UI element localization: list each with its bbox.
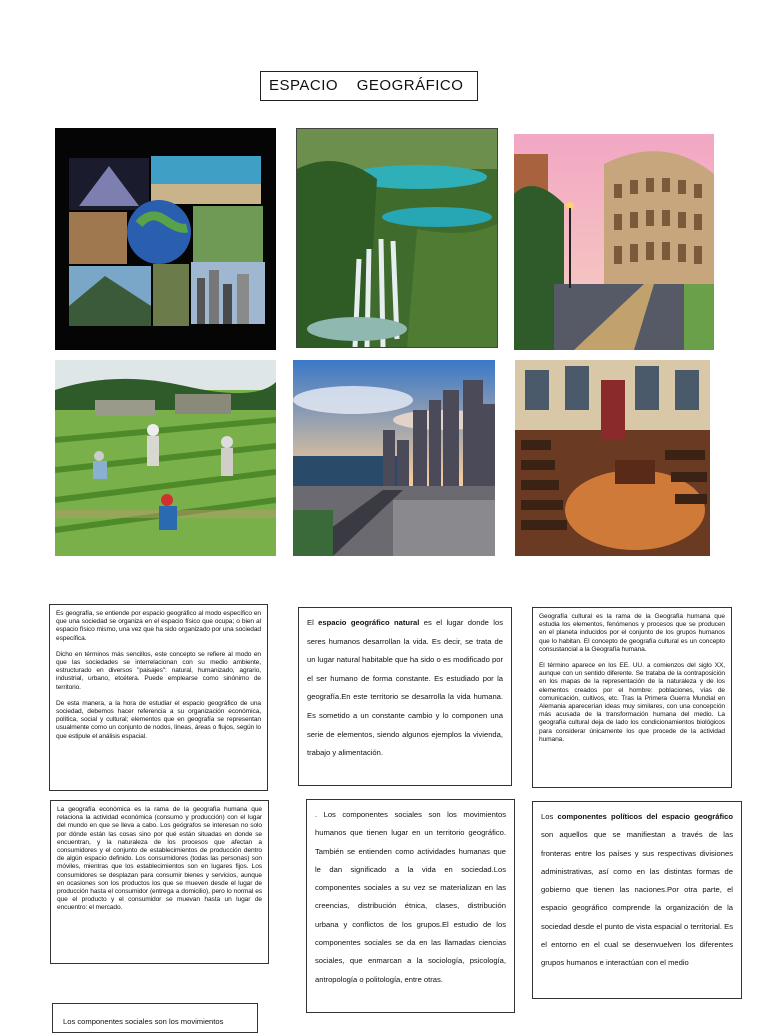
city-skyline-photo xyxy=(293,360,495,556)
congress-hall-photo xyxy=(515,360,710,556)
geografia-paragraph-1: Es geografía, se entiende por espacio geográfico al modo específico en que una sociedad se organiza en el espacio físico que ocupa; o bien al espacio físico mismo, una vez que ha sido organizado por una sociedad específica. xyxy=(56,610,261,642)
political-components-paragraph xyxy=(541,808,733,973)
cultural-paragraph-2: El término aparece en los EE. UU. a comienzos del siglo XX, aunque con un sentido diferente. Se trataba de la contraposición en los mapas de la representación de la naturaleza y de los elementos creados por el hombre: poblaciones, vías de comunicación, cultivos, etc. Tras la Primera Guerra Mundial en Alemania aparecerían ideas muy similares, con una concepción más acusada de la transformación humana del medio. La geografía cultural deja de lado los condicionamientos biológicos para considerar únicamente los que procede de la actividad humana. xyxy=(539,662,725,743)
natural-space-pre: El xyxy=(307,618,319,627)
social-components-cut-text: Los componentes sociales son los movimientos xyxy=(63,1017,224,1026)
geografia-paragraph-3: De esta manera, a la hora de estudiar el espacio geográfico de una sociedad, debemos hacer referencia a su organización económica, política, social y cultural; elementos que en geografía se representan usualmente como un conjunto de nodos, líneas, áreas o flujos, según lo que estipule el análisis espacial. xyxy=(56,699,261,740)
geografia-paragraph-2: Dicho en términos más sencillos, este concepto se refiere al modo en que las sociedades se interrelacionan con su medio ambiente, estructurado en diversos "paisajes": natural, humanizado, agrario, industrial, urbano, etcétera. Puede emplearse como sinónimo de territorio. xyxy=(56,650,261,691)
waterfall-photo xyxy=(296,128,498,348)
waterfall-image-icon xyxy=(297,129,497,347)
political-pre: Los xyxy=(541,812,558,821)
farm-image-icon xyxy=(55,360,276,556)
social-components-cut-text-box xyxy=(52,1003,258,1033)
cultural-paragraph-1: Geografía cultural es la rama de la Geografía humana que estudia los elementos, fenómenos y procesos que se producen en el planeta inducidos por el conjunto de los grupos humanos que lo habitan. El concepto de geografía cultural es un concepto consustancial a la Geografía humana. xyxy=(539,613,725,653)
geografia-text-box xyxy=(49,604,268,791)
natural-space-text-box xyxy=(298,607,512,786)
social-components-paragraph: . Los componentes sociales son los movimientos humanos que tienen lugar en un territorio geográfico. También se entienden como actividades humanas que le dan significado a la vida en sociedad.Los componentes sociales a su vez se materializan en las creencias, distribución étnica, clases, distribución urbana y conflictos de los grupos.El estudio de los componentes sociales se da en las llamadas ciencias sociales, que enmarcan a la sociología, psicología, antropología o politología, entre otras. xyxy=(315,810,506,984)
congress-image-icon xyxy=(515,360,710,556)
colosseum-image-icon xyxy=(514,134,714,350)
social-components-text-box xyxy=(306,799,515,1013)
economic-paragraph: La geografía económica es la rama de la geografía humana que relaciona la actividad económica (consumo y producción) con el lugar del mundo en que se lleva a cabo. Los geógrafos se interesan no solo por dónde están las cosas sino por qué están situadas en donde se encuentran, y la naturaleza de los procesos que afectan a consumidores y el conjunto de establecimientos de producción dentro de algún espacio definido. Los consumidores (todas las personas) son móviles, mientras que los establecimientos son en lugares fijos. Los consumidores se desplazan para consumir bienes y servicios, aunque en ocasiones son los productos los que se mueven desde el lugar de producción hasta el consumidor (entrega a domicilio), pero lo normal es que el producto y el consumidor se muevan hasta un lugar de encuentro: el mercado. xyxy=(57,806,262,912)
cultural-geography-text-box xyxy=(532,607,732,788)
collage-photo xyxy=(55,128,276,350)
political-components-text-box xyxy=(532,801,742,999)
collage-image-icon xyxy=(55,128,276,350)
colosseum-photo xyxy=(514,134,714,350)
natural-space-paragraph xyxy=(307,614,503,763)
political-post: son aquellos que se manifiestan a través de las fronteras entre los países y sus respectivas divisiones administrativas, así como en las distintas formas de gobierno que tienen las naciones.Por otra parte, el espacio geográfico comprende la organización de la sociedad desde el punto de vista espacial o territorial. Es el entorno en el cual se desenvuelven los diferentes grupos humanos e interactúan con el medio xyxy=(541,830,733,968)
economic-geography-text-box xyxy=(50,800,269,964)
natural-space-bold: espacio geográfico natural xyxy=(318,618,420,627)
page-title: ESPACIO GEOGRÁFICO xyxy=(260,71,478,101)
city-image-icon xyxy=(293,360,495,556)
farm-field-photo xyxy=(55,360,276,556)
political-bold: componentes políticos del espacio geográfico xyxy=(557,812,733,821)
natural-space-post: es el lugar donde los seres humanos desarrollan la vida. Es decir, se trata de un lugar natural habitable que ha sido o es modificado por el ser humano de forma constante. Es estudiado por la geografía.En este territorio se desarrolla la vida humana. Es sometido a un constante cambio y lo componen una serie de elementos, siendo algunos ejemplos la vivienda, trabajo y alimentación. xyxy=(307,618,503,758)
